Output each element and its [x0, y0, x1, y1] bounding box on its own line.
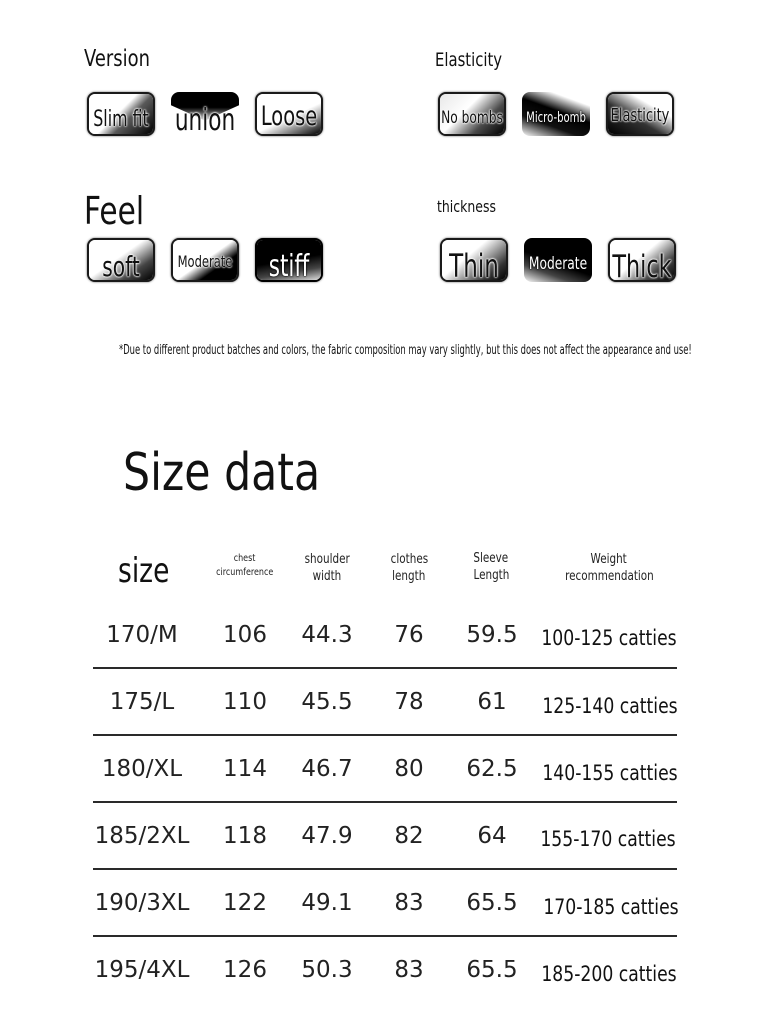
header-weight-line1: Weight	[590, 552, 628, 567]
cell-weight: 155-170 catties	[540, 827, 676, 851]
cell-sleeve: 64	[477, 823, 507, 849]
table-row	[0, 622, 768, 662]
cell-shoulder: 45.5	[301, 689, 353, 715]
table-row	[0, 957, 768, 997]
option-label: union	[174, 103, 236, 136]
header-sleeve-line2: Length	[473, 568, 509, 583]
option-label: Loose	[260, 101, 318, 132]
version-option-slim-fit	[87, 92, 155, 136]
cell-weight: 125-140 catties	[542, 694, 678, 718]
version-options	[87, 92, 339, 136]
cell-weight: 140-155 catties	[542, 761, 678, 785]
cell-size: 190/3XL	[94, 890, 190, 916]
elasticity-title: Elasticity	[435, 49, 503, 71]
size-data-title: Size data	[123, 443, 321, 503]
header-sleeve-length	[451, 550, 531, 584]
cell-shoulder: 50.3	[301, 957, 353, 983]
cell-weight: 185-200 catties	[541, 962, 677, 986]
header-chest	[205, 552, 285, 580]
feel-option-stiff	[255, 238, 323, 282]
cell-chest: 110	[223, 689, 267, 715]
cell-chest: 122	[223, 890, 267, 916]
feel-title: Feel	[84, 189, 145, 233]
cell-shoulder: 46.7	[301, 756, 353, 782]
feel-options	[87, 238, 339, 282]
cell-sleeve: 61	[477, 689, 507, 715]
header-clothes-line2: length	[392, 569, 426, 584]
cell-sleeve: 65.5	[466, 890, 518, 916]
option-label: Elasticity	[610, 105, 670, 126]
cell-length: 76	[394, 622, 424, 648]
header-shoulder-line2: width	[312, 569, 342, 584]
option-label: Thick	[612, 249, 672, 282]
cell-chest: 118	[223, 823, 267, 849]
cell-weight: 100-125 catties	[541, 626, 677, 650]
feel-option-moderate	[171, 238, 239, 282]
version-option-loose	[255, 92, 323, 136]
row-divider	[93, 935, 677, 937]
elasticity-option-elasticity	[606, 92, 674, 136]
option-label: Thin	[449, 247, 499, 282]
table-row	[0, 756, 768, 796]
elasticity-option-micro-bomb	[522, 92, 590, 136]
cell-size: 175/L	[109, 689, 175, 715]
header-clothes-line1: clothes	[390, 552, 428, 567]
thickness-options	[440, 238, 692, 282]
cell-length: 83	[394, 890, 424, 916]
row-divider	[93, 801, 677, 803]
thickness-title: thickness	[437, 197, 496, 216]
row-divider	[93, 734, 677, 736]
option-label: Micro-bomb	[526, 110, 586, 126]
option-label: Slim fit	[93, 107, 149, 132]
header-weight-line2: recommendation	[564, 569, 654, 584]
cell-size: 185/2XL	[94, 823, 190, 849]
cell-chest: 106	[223, 622, 267, 648]
row-divider	[93, 667, 677, 669]
cell-shoulder: 49.1	[301, 890, 353, 916]
cell-sleeve: 62.5	[466, 756, 518, 782]
option-label: Moderate	[177, 252, 233, 271]
cell-chest: 126	[223, 957, 267, 983]
cell-size: 170/M	[106, 622, 178, 648]
option-label: soft	[102, 250, 140, 282]
cell-length: 78	[394, 689, 424, 715]
cell-weight: 170-185 catties	[543, 895, 679, 919]
composition-note: *Due to different product batches and colors, the fabric composition may vary slightly, but this does not affect the appearance and use!	[119, 343, 692, 358]
thickness-option-thin	[440, 238, 508, 282]
cell-sleeve: 59.5	[466, 622, 518, 648]
row-divider	[93, 868, 677, 870]
table-row	[0, 890, 768, 930]
elasticity-option-no-bombs	[438, 92, 506, 136]
cell-length: 83	[394, 957, 424, 983]
header-clothes-length	[369, 551, 449, 585]
elasticity-options	[438, 92, 690, 136]
option-label: Moderate	[528, 254, 588, 274]
cell-chest: 114	[223, 756, 267, 782]
table-row	[0, 823, 768, 863]
thickness-option-moderate	[524, 238, 592, 282]
thickness-option-thick	[608, 238, 676, 282]
option-label: No bombs	[441, 108, 503, 128]
cell-shoulder: 47.9	[301, 823, 353, 849]
version-title: Version	[84, 46, 150, 72]
header-shoulder-line1: shoulder	[304, 552, 350, 567]
option-label: stiff	[268, 249, 310, 282]
header-chest-line2: circumference	[216, 567, 274, 578]
version-option-union	[171, 92, 239, 136]
header-shoulder	[287, 551, 367, 585]
header-sleeve-line1: Sleeve	[473, 551, 509, 566]
header-weight	[548, 551, 670, 585]
feel-option-soft	[87, 238, 155, 282]
cell-length: 80	[394, 756, 424, 782]
cell-size: 180/XL	[101, 756, 183, 782]
table-row	[0, 689, 768, 729]
header-chest-line1: chest	[234, 553, 256, 564]
header-size: size	[118, 551, 170, 591]
cell-length: 82	[394, 823, 424, 849]
cell-size: 195/4XL	[94, 957, 190, 983]
cell-shoulder: 44.3	[301, 622, 353, 648]
cell-sleeve: 65.5	[466, 957, 518, 983]
